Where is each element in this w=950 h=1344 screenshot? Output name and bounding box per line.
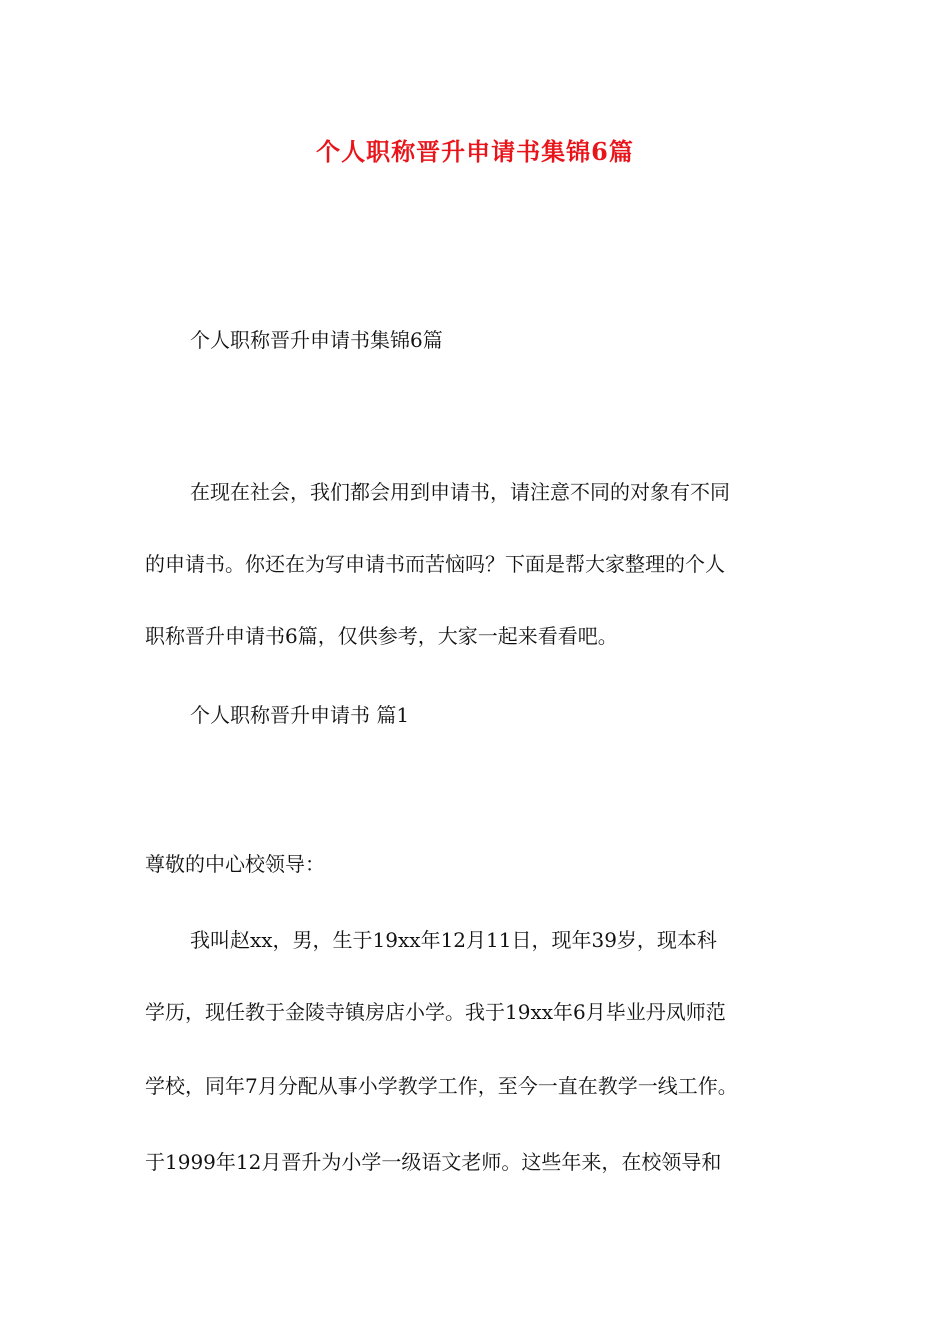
body-line-4: 于1999年12月晋升为小学一级语文老师。这些年来，在校领导和 bbox=[145, 1150, 722, 1174]
body-line-1: 我叫赵xx，男，生于19xx年12月11日，现年39岁，现本科 bbox=[190, 928, 717, 952]
document-title: 个人职称晋升申请书集锦6篇 bbox=[316, 137, 634, 166]
intro-line-1: 在现在社会，我们都会用到申请书，请注意不同的对象有不同 bbox=[190, 480, 730, 504]
section-heading: 个人职称晋升申请书 篇1 bbox=[190, 703, 410, 727]
document-subtitle: 个人职称晋升申请书集锦6篇 bbox=[190, 328, 443, 352]
intro-line-3: 职称晋升申请书6篇，仅供参考，大家一起来看看吧。 bbox=[145, 624, 618, 648]
intro-line-2: 的申请书。你还在为写申请书而苦恼吗？下面是帮大家整理的个人 bbox=[145, 552, 725, 576]
body-line-2: 学历，现任教于金陵寺镇房店小学。我于19xx年6月毕业丹凤师范 bbox=[145, 1000, 726, 1024]
body-line-3: 学校，同年7月分配从事小学教学工作，至今一直在教学一线工作。 bbox=[145, 1074, 738, 1098]
salutation: 尊敬的中心校领导： bbox=[145, 852, 325, 876]
